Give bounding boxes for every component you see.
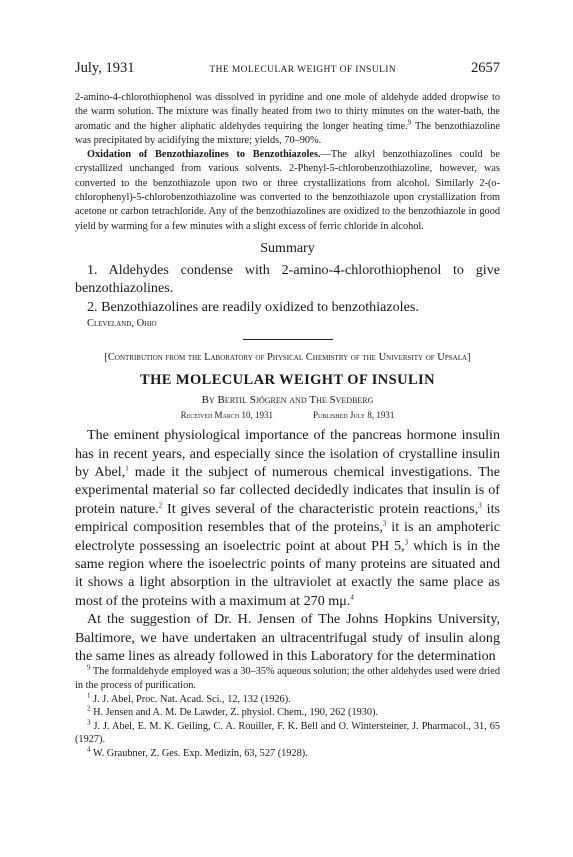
footnote-ref: 3	[382, 519, 387, 528]
author-name: Bertil Sjögren	[217, 394, 287, 407]
dates-line	[75, 410, 500, 420]
published-date: Published July 8, 1931	[312, 410, 395, 421]
contribution-line: [Contribution from the Laboratory of Physical Chemistry of the University of Upsala]	[104, 352, 471, 364]
footnote	[75, 693, 500, 707]
footnote	[75, 706, 500, 720]
summary-list	[75, 261, 500, 316]
header-date: July, 1931	[75, 60, 135, 76]
footnote-text: J. J. Abel, E. M. K. Geiling, C. A. Rouiller, F. K. Bell and O. Wintersteiner, J. Pharmacol., 31, 65 (1927).	[75, 720, 500, 746]
author-line	[75, 394, 500, 406]
paragraph-text: It gives several of the characteristic protein reactions,	[162, 500, 479, 517]
previous-article-text	[75, 91, 500, 234]
paragraph	[75, 91, 500, 148]
separator-rule	[243, 339, 333, 340]
paragraph	[75, 426, 500, 610]
paragraph-text: which is in the same region where the isoelectric points of many proteins are situated and it shows a light absorption in the ultraviolet at exactly the same place as most of the proteins with a maximum at 270 mμ.	[75, 537, 500, 609]
article-body	[75, 426, 500, 665]
paragraph-text: it is an amphoteric electrolyte possessing an isoelectric point at about PH 5,	[75, 519, 501, 554]
and-label: and	[289, 394, 307, 407]
author-location: Cleveland, Ohio	[87, 318, 157, 330]
article-title: THE MOLECULAR WEIGHT OF INSULIN	[140, 372, 435, 389]
footnote-mark: 3	[87, 718, 91, 727]
footnote	[75, 665, 500, 692]
running-header	[75, 60, 500, 77]
paragraph: At the suggestion of Dr. H. Jensen of The Johns Hopkins University, Baltimore, we have undertaken an ultracentrifugal study of insulin along the same lines as already followed in this Laboratory for the determination	[75, 611, 500, 665]
footnote-text: J. J. Abel, Proc. Nat. Acad. Sci., 12, 132 (1926).	[93, 693, 291, 705]
paragraph-text: 2-amino-4-chlorothiophenol was dissolved in pyridine and one mole of aldehyde added dropwise to the warm solution. The mixture was finally heated from two to thirty minutes on the water-bath, the aromatic and the higher aliphatic aldehydes requiring the longer heating time.	[75, 92, 500, 132]
footnote-mark: 9	[87, 664, 91, 673]
running-title: THE MOLECULAR WEIGHT OF INSULIN	[209, 65, 397, 75]
footnote-mark: 4	[87, 745, 91, 754]
footnote	[75, 747, 500, 761]
paragraph-text: made it the subject of numerous chemical investigations. The experimental material so far collected decidedly indicates that insulin is of protein nature.	[75, 464, 500, 517]
author-name: The Svedberg	[309, 394, 374, 407]
summary-item: 1. Aldehydes condense with 2-amino-4-chlorothiophenol to give benzothiazolines.	[75, 261, 500, 297]
by-label: By	[201, 394, 215, 407]
footnote-text: The formaldehyde employed was a 30–35% aqueous solution; the other aldehydes used were dried in the process of purification.	[75, 666, 500, 692]
footnote-ref: 3	[404, 537, 409, 546]
footnote-text: H. Jensen and A. M. De Lawder, Z. physiol. Chem., 190, 262 (1930).	[93, 707, 379, 719]
footnote	[75, 720, 500, 747]
footnote-ref: 3	[478, 501, 482, 510]
footnote-ref: 4	[350, 593, 354, 602]
paragraph-text: —The alkyl benzothiazolines could be crystallized unchanged from various solvents. 2-Phenyl-5-chlorobenzothiazoline, however, was converted to the benzothiazole upon two or three crystallizations from alcohol. Similarly 2-(o-chlorophenyl)-5-chlorobenzothiazoline was converted to the benzothiazole upon crystallization from acetone or carbon tetrachloride. Any of the benzothiazolines are oxidized to the benzothiazole in good yield by warming for a few minutes with a slight excess of ferric chloride in alcohol.	[75, 149, 500, 232]
received-date: Received March 10, 1931	[180, 410, 273, 421]
footnote-ref: 9	[407, 118, 412, 127]
summary-heading: Summary	[260, 240, 315, 256]
page-number: 2657	[471, 60, 500, 76]
paragraph-text: The eminent physiological importance of the pancreas hormone insulin has in recent years, and especially since the isolation of crystalline insulin by Abel,	[75, 427, 500, 480]
footnote-ref: 2	[158, 501, 163, 510]
footnote-text: W. Graubner, Z. Ges. Exp. Medizin, 63, 527 (1928).	[92, 748, 308, 760]
footnotes	[75, 665, 500, 760]
footnote-ref: 1	[125, 464, 129, 473]
summary-item: 2. Benzothiazolines are readily oxidized to benzothiazoles.	[87, 298, 419, 315]
journal-page	[75, 60, 500, 761]
paragraph-text: The benzothiazoline was precipitated by acidifying the mixture; yields, 70–90%.	[75, 120, 501, 146]
footnote-mark: 2	[87, 704, 91, 713]
paragraph-text: its empirical composition resembles that of the proteins,	[75, 500, 501, 536]
runin-heading: Oxidation of Benzothiazolines to Benzothiazoles.	[87, 149, 321, 161]
paragraph	[75, 148, 500, 234]
footnote-mark: 1	[87, 691, 91, 700]
